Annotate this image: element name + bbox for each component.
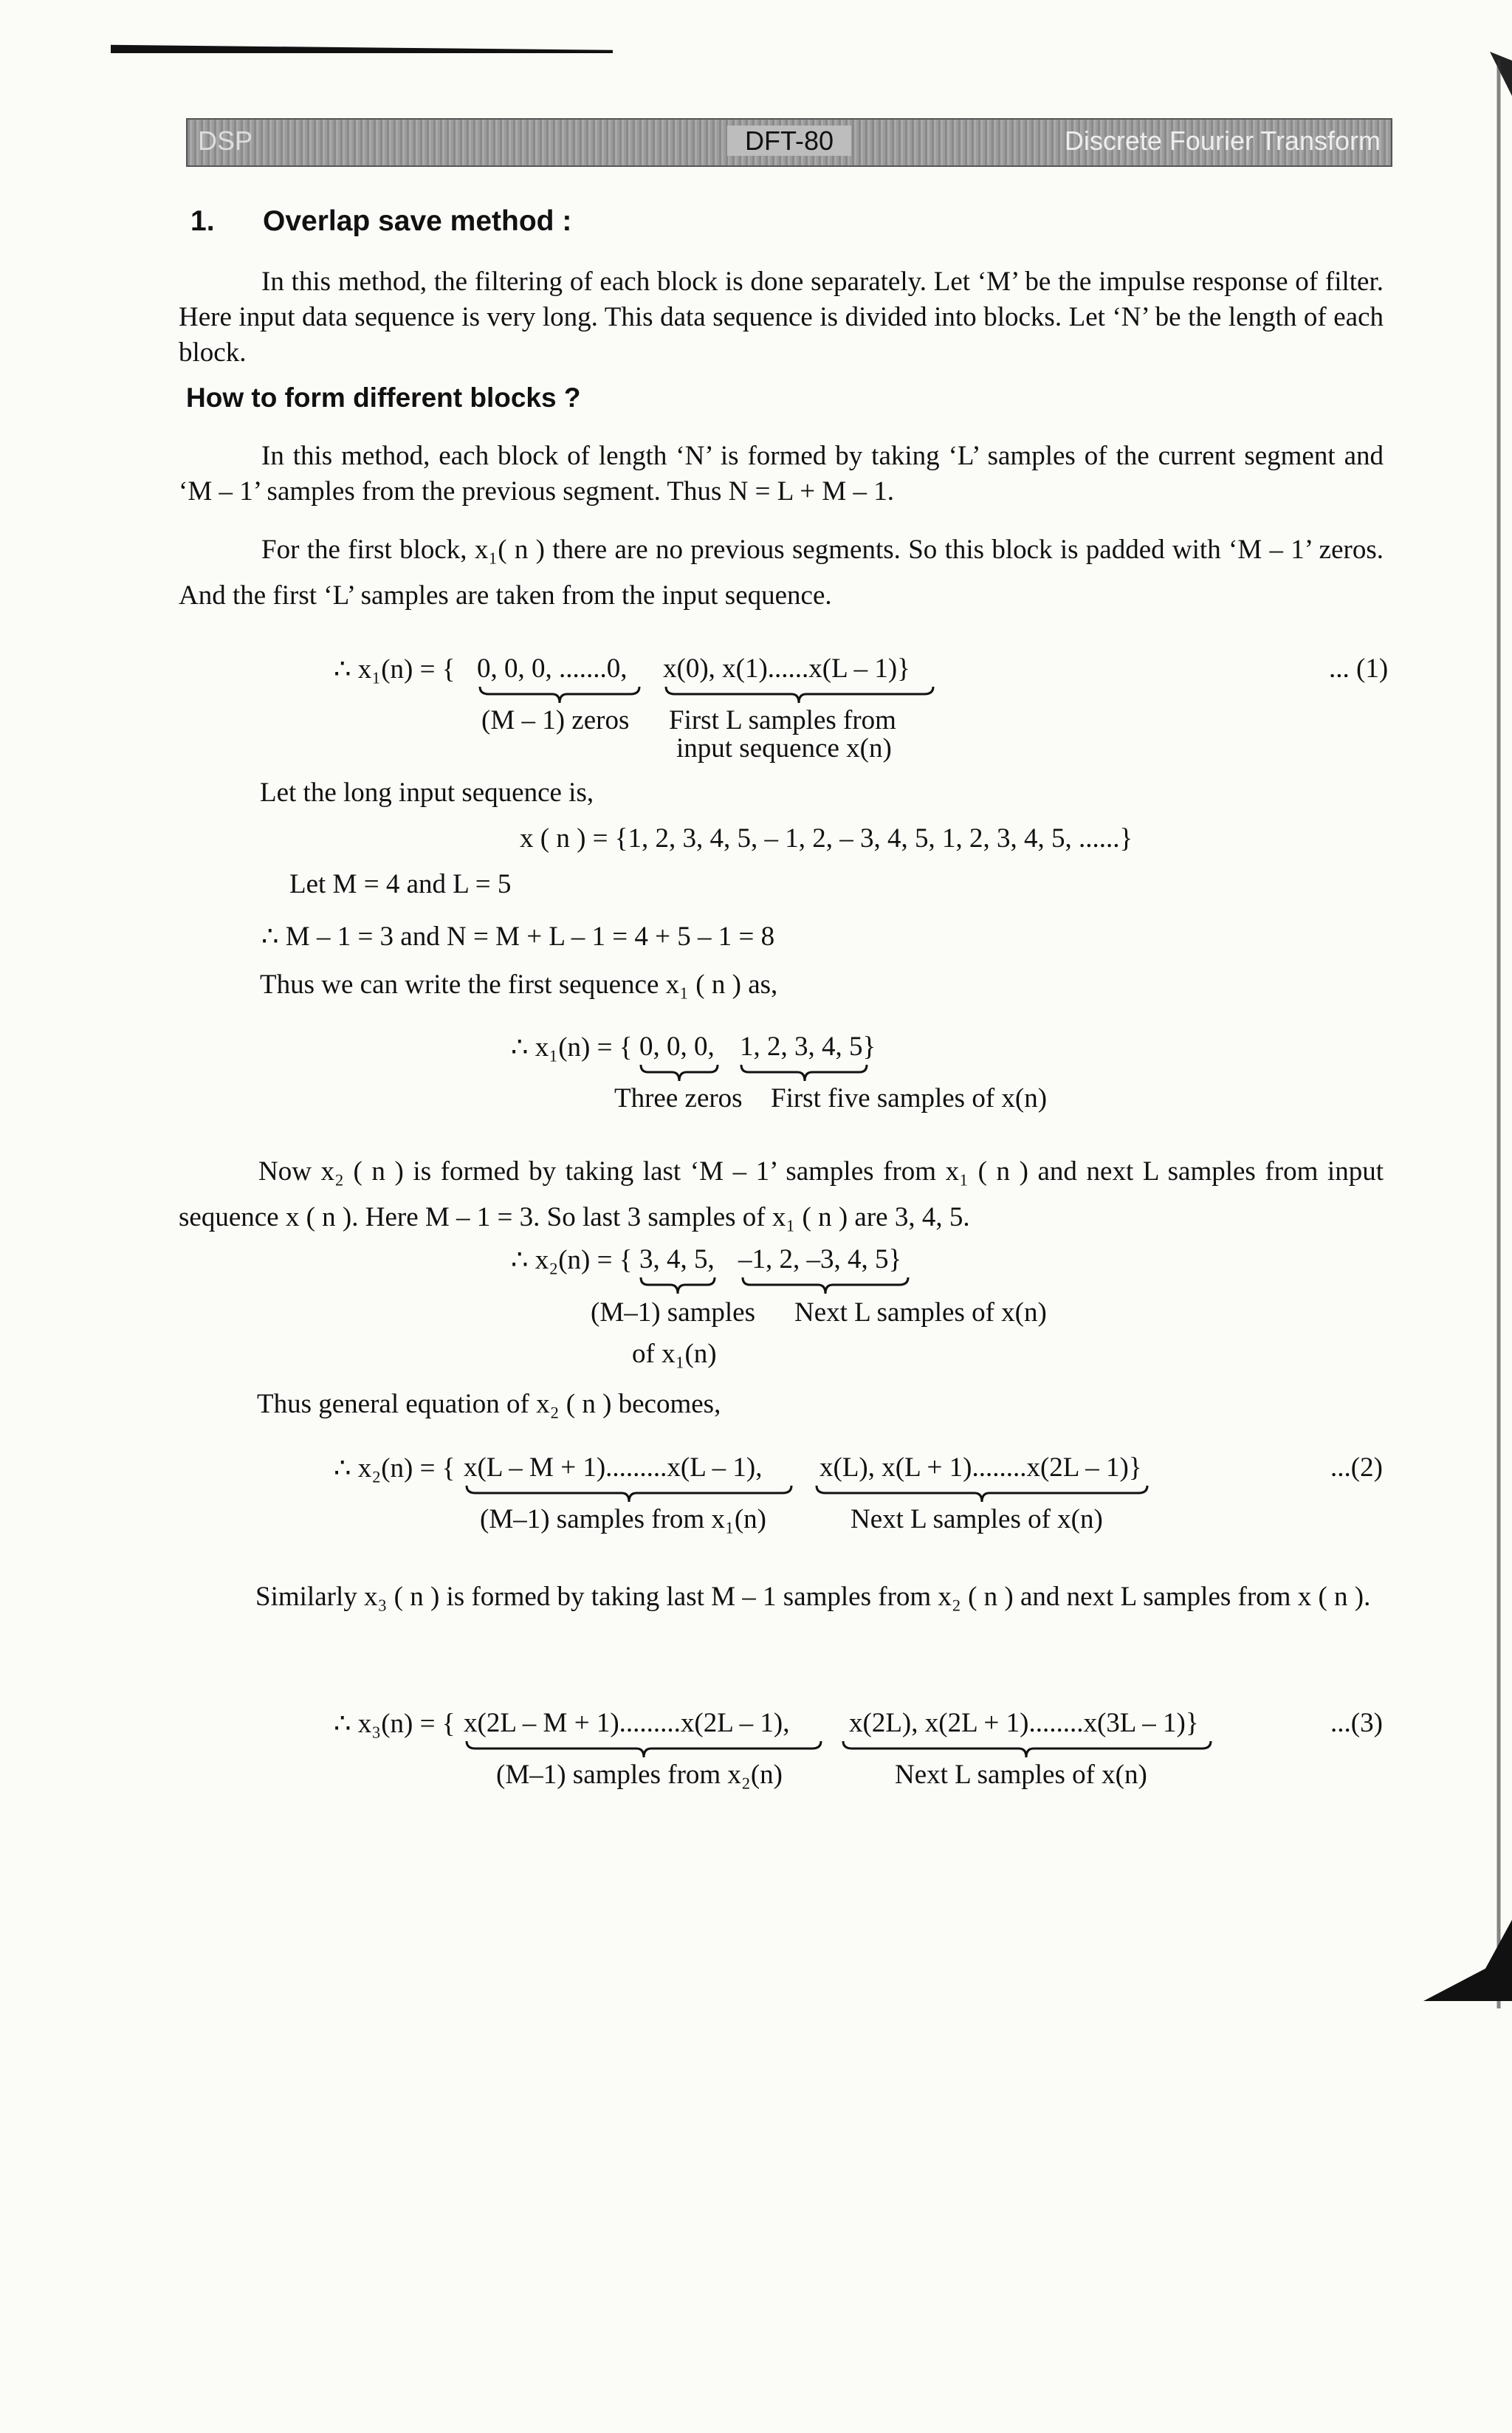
x2-label-prev-1: (M–1) samples [591, 1297, 755, 1328]
example-write: Thus we can write the first sequence x₁ ( n ) as, [260, 970, 778, 1000]
eq2-tag: ...(2) [1330, 1452, 1383, 1483]
section-number: 1. [190, 205, 215, 237]
eq3-tag: ...(3) [1330, 1708, 1383, 1738]
eq2-prev: x(L – M + 1).........x(L – 1), [464, 1452, 763, 1483]
eq1-samples: x(0), x(1)......x(L – 1)} [663, 653, 910, 684]
eq2-label-next: Next L samples of x(n) [850, 1504, 1103, 1534]
para-x2: Now x₂ ( n ) is formed by taking last ‘M – 1’ samples from x₁ ( n ) and next L samples from input sequence x ( n ). Here M – 1 = 3. So last 3 samples of x₁ ( n ) are 3, 4, 5. [179, 1156, 1384, 1232]
top-rule [111, 43, 613, 53]
example-let: Let M = 4 and L = 5 [289, 869, 512, 899]
example-sequence: x ( n ) = {1, 2, 3, 4, 5, – 1, 2, – 3, 4, 5, 1, 2, 3, 4, 5, ......} [520, 823, 1133, 854]
para-x3: Similarly x₃ ( n ) is formed by taking last M – 1 samples from x₂ ( n ) and next L samples from x ( n ). [255, 1582, 1371, 1612]
x1-samples: 1, 2, 3, 4, 5} [740, 1032, 876, 1062]
scan-edge-shadow [1487, 59, 1512, 2008]
eq3-next: x(2L), x(2L + 1)........x(3L – 1)} [849, 1708, 1199, 1738]
eq3-lhs: ∴ x₃(n) = { [334, 1709, 456, 1739]
x1-zeros: 0, 0, 0, [639, 1032, 715, 1062]
page-header-banner [186, 118, 1392, 167]
eq3-label-next: Next L samples of x(n) [895, 1760, 1147, 1790]
eq3-prev: x(2L – M + 1).........x(2L – 1), [464, 1708, 790, 1738]
x2-brace-prev [639, 1276, 718, 1298]
x2-next: –1, 2, –3, 4, 5} [738, 1244, 902, 1274]
eq1-lhs: ∴ x₁(n) = { [334, 654, 456, 684]
general-intro: Thus general equation of x₂ ( n ) becomes, [257, 1389, 721, 1419]
example-therefore: ∴ M – 1 = 3 and N = M + L – 1 = 4 + 5 – 1 = 8 [261, 922, 775, 952]
x2-prev: 3, 4, 5, [639, 1244, 715, 1274]
para-first-block: For the first block, x₁( n ) there are no previous segments. So this block is padded with ‘M – 1’ zeros. And the first ‘L’ samples are taken from the input sequence. [179, 535, 1384, 611]
eq3-label-prev: (M–1) samples from x₂(n) [496, 1760, 783, 1790]
x2-label-next: Next L samples of x(n) [794, 1297, 1047, 1328]
para-block-formation: In this method, each block of length ‘N’ is formed by taking ‘L’ samples of the current segment and ‘M – 1’ samples from the previous segment. Thus N = L + M – 1. [179, 441, 1384, 507]
header-page-code: DFT-80 [188, 126, 1391, 157]
eq1-zeros: 0, 0, 0, .......0, [477, 653, 628, 684]
header-left: DSP [198, 126, 253, 156]
eq1-label-samples-2: input sequence x(n) [676, 733, 892, 763]
x1-label-zeros: Three zeros [614, 1083, 743, 1113]
eq2-next: x(L), x(L + 1)........x(2L – 1)} [819, 1452, 1142, 1483]
example-intro: Let the long input sequence is, [260, 778, 594, 808]
subheading: How to form different blocks ? [186, 382, 581, 413]
x1-label-samples: First five samples of x(n) [771, 1083, 1048, 1113]
eq2-label-prev: (M–1) samples from x₁(n) [480, 1504, 766, 1534]
eq1-label-samples-1: First L samples from [669, 705, 896, 735]
header-right: Discrete Fourier Transform [1064, 126, 1381, 156]
intro-paragraph: In this method, the filtering of each block is done separately. Let ‘M’ be the impulse response of filter. Here input data sequence is very long. This data sequence is divided into blocks. Let ‘N’ be the length of each block. [179, 267, 1384, 368]
eq2-lhs: ∴ x₂(n) = { [334, 1453, 456, 1483]
eq1-tag: ... (1) [1329, 653, 1389, 684]
x2-brace-next [741, 1276, 911, 1298]
eq1-label-zeros: (M – 1) zeros [481, 705, 630, 735]
section-title: Overlap save method : [263, 205, 572, 237]
x1-lhs: ∴ x₁(n) = { [511, 1032, 633, 1063]
x2-lhs: ∴ x₂(n) = { [511, 1245, 633, 1275]
x2-label-prev-2: of x₁(n) [632, 1339, 717, 1369]
